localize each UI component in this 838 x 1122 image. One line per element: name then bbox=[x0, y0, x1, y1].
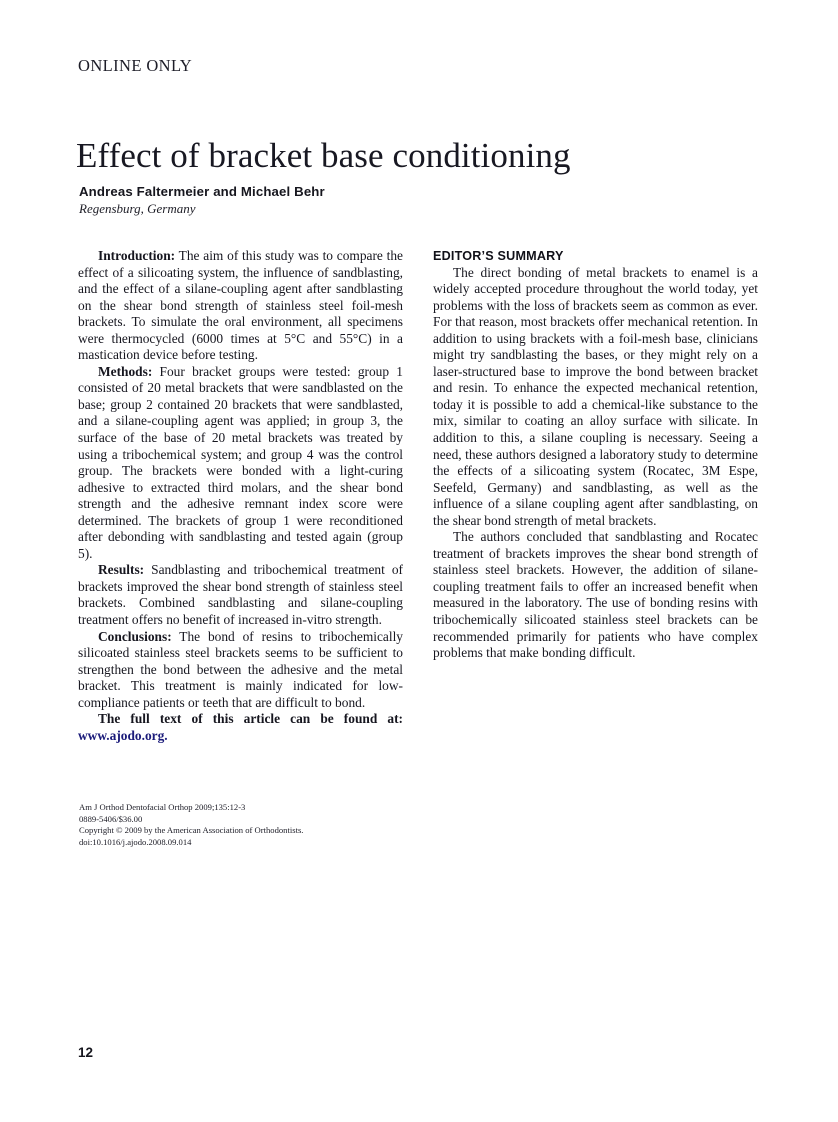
citation-issn-line: 0889-5406/$36.00 bbox=[79, 813, 143, 824]
abstract-results bbox=[78, 562, 403, 628]
editors-summary-column bbox=[433, 248, 758, 662]
introduction-body: The aim of this study was to compare the effect of a silicoating system, the influence of sandblasting, and the effect of a silane-coupling agent after sandblasting on the shear bond strength of stainless steel foil-mesh brackets. To simulate the oral environment, all specimens were thermocycled (6000 times at 5°C and 55°C) in a mastication device before testing. bbox=[78, 248, 403, 363]
editors-summary-heading: EDITOR’S SUMMARY bbox=[433, 249, 564, 263]
introduction-label: Introduction: bbox=[98, 248, 176, 263]
conclusions-body: The bond of resins to tribochemically silicoated stainless steel brackets seems to be sufficient to strengthen the bond between the adhesive and the metal bracket. This treatment is mainly indicated for low-compliance patients or teeth that are difficult to bond. bbox=[78, 628, 403, 710]
editors-summary-paragraph-1: The direct bonding of metal brackets to enamel is a widely accepted procedure throughout the world today, yet problems with the loss of brackets seem as common as ever. For that reason, most brackets offer mechanical retention. In addition to using brackets with a foil-mesh base, clinicians might try sandblasting the bases, or they might rely on a laser-structured base to improve the bond between bracket and resin. To enhance the expected mechanical retention, today it is possible to add a chemical-like substance to the mix, similar to coating an alloy surface with silicate. In addition to this, a silane coupling is necessary. Seeing a need, these authors designed a laboratory study to determine the effects of a silicoating system (Rocatec, 3M Espe, Seefeld, Germany) and sandblasting, as well as the influence of a silane coupling agent after sandblasting, on the shear bond strength of metal brackets. bbox=[433, 264, 758, 528]
kicker-online-only: ONLINE ONLY bbox=[78, 56, 193, 75]
abstract-methods bbox=[78, 364, 403, 563]
abstract-conclusions bbox=[78, 629, 403, 712]
editors-summary-paragraph-2: The authors concluded that sandblasting and Rocatec treatment of brackets improves the shear bond strength of stainless steel brackets. However, the addition of silane-coupling treatment fails to offer an increased benefit when measured in the laboratory. The use of bonding resins with tribochemically silicoated stainless steel brackets can be recommended primarily for patients who have complex problems that make bonding difficult. bbox=[433, 529, 758, 661]
methods-label: Methods: bbox=[98, 363, 153, 379]
citation-journal-line: Am J Orthod Dentofacial Orthop 2009;135:12-3 bbox=[79, 802, 246, 812]
results-body: Sandblasting and tribochemical treatment of brackets improved the shear bond strength of stainless steel brackets. Combined sandblasting and silane-coupling treatment offers no benefit of increased in-vitro strength. bbox=[78, 562, 403, 628]
author-list: Andreas Faltermeier and Michael Behr bbox=[79, 184, 325, 199]
conclusions-label: Conclusions: bbox=[98, 628, 172, 644]
results-label: Results: bbox=[98, 562, 145, 578]
page-title: Effect of bracket base conditioning bbox=[76, 136, 571, 176]
methods-body: Four bracket groups were tested: group 1 consisted of 20 metal brackets that were sandblasted on the base; group 2 contained 20 brackets that were sandblasted, and a silane-coupling agent was applied; in group 3, the surface of the base of 20 metal brackets was treated by using a tribochemical system; and group 4 was the control group. The brackets were bonded with a light-curing adhesive to extracted third molars, and the shear bond strength and the adhesive remnant index score were determined. The brackets of group 1 were reconditioned after debonding with sandblasting and tested again (group 5). bbox=[78, 363, 403, 561]
citation-block bbox=[79, 802, 409, 848]
citation-doi-line: doi:10.1016/j.ajodo.2008.09.014 bbox=[79, 836, 192, 847]
citation-copyright-line: Copyright © 2009 by the American Association of Orthodontists. bbox=[79, 825, 304, 836]
abstract-introduction bbox=[78, 248, 403, 364]
author-affiliation: Regensburg, Germany bbox=[79, 201, 196, 216]
full-text-notice bbox=[78, 711, 403, 744]
full-text-prefix: The full text of this article can be found at: bbox=[98, 711, 403, 727]
ajodo-link[interactable]: www.ajodo.org. bbox=[78, 727, 168, 743]
abstract-column bbox=[78, 248, 403, 744]
page-number: 12 bbox=[78, 1045, 94, 1060]
